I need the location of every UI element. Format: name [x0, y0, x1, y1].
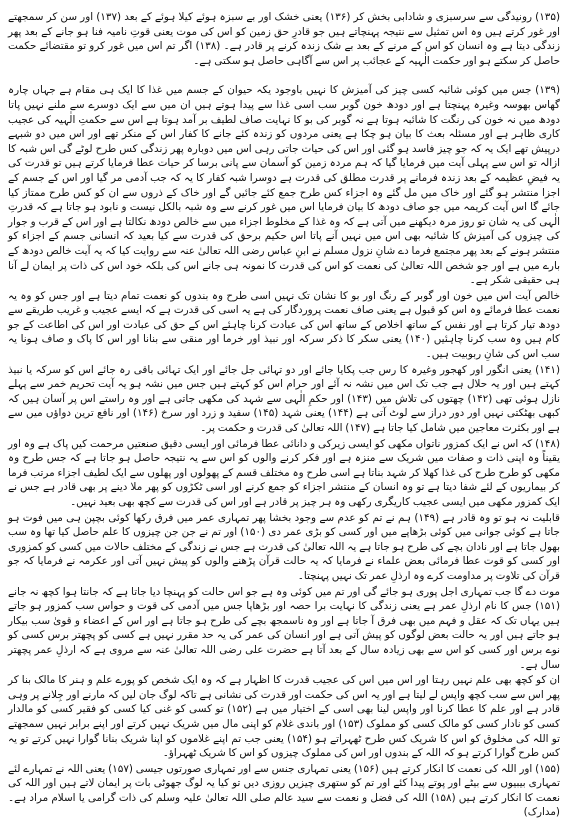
- commentary-paragraph-8: ان کو کچھ بھی علم نہیں رہتا اور اس میں اس کی عجیب قدرت کا اظہار ہے کہ وہ ایک شخص کو پورے علم و ہنر کا مالک بنا کر پھر اس سے سب کچھ واپس لے لیتا ہے اور یہ اس کی حکمت اور قدرت کی نشانی ہے تاکہ لوگ جان لیں کہ مارنے اور جِلانے پر وہی قادر ہے اور علم کا عطا کرنا اور واپس لینا بھی اسی کے اختیار میں ہے (۱۵۲) تو کسی کو غنی کیا کسی کو فقیر کسی کو مالدار کسی کو نادار کسی کو مالک کسی کو مملوک (۱۵۳) اور باندی غلام کو اپنی مال میں شریک نہیں کرتے اور اپنے برابر نہیں سمجھتے تو اللہ کی مخلوق کو اس کا شریک کس طرح ٹھہراتے ہو (۱۵۴) یعنی جب تم اپنے غلاموں کو اپنا شریک بنانا گوارا نہیں کرتے تو یہ کس طرح گوارا کرتے ہو کہ اللہ کے بندوں اور اس کی مملوک چیزوں کو اس کا شریک ٹھہراؤ۔: [8, 674, 561, 760]
- commentary-paragraph-9: (۱۵۵) اور اللہ کی نعمت کا انکار کرتے ہیں (۱۵۶) یعنی تمہاری جنس سے اور تمہاری صورتوں جیسی (۱۵۷) یعنی اللہ نے تمہارے لئے تمہاری بیبیوں سے بیٹے اور پوتے پیدا کئے اور تم کو ستھری چیزیں روزی دیں تو کیا یہ لوگ جھوٹی بات پر ایمان لاتے ہیں اور اللہ کی نعمت کا انکار کرتے ہیں (۱۵۸) اللہ کی فضل و نعمت سے سید عالم صلی اللہ تعالیٰ علیہ وسلم کی ذات گرامی یا اسلام مراد ہے۔ (مدارک): [8, 762, 560, 819]
- commentary-paragraph-4: (۱۴۱) یعنی انگور اور کھجور وغیرہ کا رس جب پکایا جائے اور دو تہائی جل جائے اور ایک تہائی باقی رہ جائے اس کو سرکہ یا نبیذ کہتے ہیں اور یہ حلال ہے جب تک اس میں نشہ نہ آئے اور حرام اس کو کہتے ہیں جس میں نشہ ہو یہ آیت تحریم خمر سے پہلے نازل ہوئی تھی (۱۴۲) چھتوں کی تلاش میں (۱۴۳) اور حکمِ الٰہی سے شہد کی مکھی جاتی ہے اور وہ راستے اس پر آسان ہیں کہ کبھی بھٹکتی نہیں اور دور دراز سے لوٹ آتی ہے (۱۴۴) یعنی شہد (۱۴۵) سفید و زرد اور سرخ (۱۴۶) اور نافع ترین دواؤں میں سے ہے اور بکثرت معاجین میں شامل کیا جاتا ہے (۱۴۷) اللہ تعالیٰ کی قدرت و حکمت پر۔: [8, 363, 560, 435]
- commentary-paragraph-2: (۱۳۹) جس میں کوئی شائبہ کسی چیز کی آمیزش کا نہیں باوجود یکہ حیوان کے جسم میں غذا کا ایک ہی مقام ہے جہاں چارہ گھاس بھوسہ وغیرہ پہنچتا ہے اور دودھ خون گوبر سب اسی غذا سے پیدا ہوتے ہیں ان میں سے ایک دوسرے سے ملنے نہیں پاتا دودھ میں نہ خون کی رنگت کا شائبہ ہوتا ہے نہ گوبر کی بو کا نہایت صاف لطیف بر آمد ہوتا ہے اس سے حکمتِ الٰہیہ کی عجیب کاری ظاہر ہے اور مسئلہ بعث کا بیان ہو چکا ہے یعنی مردوں کو زندہ کئے جانے کا کفار اس کے منکر تھے اور اس میں دو شبہے درپیش تھے ایک یہ کہ جو چیز فاسد ہو گئی اور اس کی حیات جاتی رہی اس میں دوبارہ پھر زندگی کس طرح لوٹے گی اس شبہ کا ازالہ تو اس سے پہلی آیت میں فرمایا گیا کہ ہم مردہ زمین کو آسمان سے پانی برسا کر حیات عطا فرمایا کرتے ہیں تو قدرت کی یہ فیضِ عظیمہ کے بعد زندہ فرمانے پر قدرت مطلق کی قدرت ہے دوسرا شبہ کفار کا یہ کہ جب آدمی مر گیا اور اس کے جسم کے اجزا منتشر ہو گئے اور خاک میں مل گئے وہ اجزاء کس طرح جمع کئے جائیں گے اور خاک کے ذروں سے ان کو کس طرح ممتاز کیا جائے گا اس آیت کریمہ میں جو صاف دودھ کا بیان فرمایا اس میں غور کرنے سے وہ شبہ بالکل نیست و نابود ہو جاتا ہے کہ قدرتِ الٰہی کی یہ شان تو روز مرہ دیکھنے میں آتی ہے کہ وہ غذا کے مخلوط اجزاء میں سے خالص دودھ نکالتا ہے اور اس کے قرب و جوار کی چیزوں کی آمیزش کا شائبہ بھی اس میں نہیں آنے پاتا اس حکیم برحق کی قدرت سے کیا بعید کہ انسانی جسم کے اجزاء کو منتشر ہونے کے بعد پھر مجتمع فرما دے شانِ نزول مسلم نے ابنِ عباس رضی اللہ تعالیٰ عنہ سے روایت کیا کہ یہ آیت خالص دودھ کے بارے میں ہے اور جو شخص اللہ تعالیٰ کی نعمت کو اس کی قدرت کا نمونہ ہی جانے اس کی بلکہ خود اس کی ذات پر ایمان لے آنا ہی حقیقی شکر ہے۔: [8, 84, 560, 287]
- commentary-paragraph-3: خالص آیت اس میں خون اور گوبر کے رنگ اور بو کا نشان تک نہیں اسی طرح وہ بندوں کو نعمت تمام دیتا ہے اور جس کو وہ یہ نعمت عطا فرمائے وہ اس کو قبول ہے یعنی صاف نعمت پروردگار کی ہے یہ اسی کی قدرت ہے کہ ایسے عجیب و غریب طریقے سے دودھ تیار کرتا ہے اور نفس کے ساتھ اخلاص کے ساتھ اس کی عبادت کرنا چاہئے اس کے حق کی عبادت اور اس کی اطاعت کے جو کام ہیں وہ سب کرنا چاہئیں (۱۴۰) یعنی سکر کا ذکر سرکہ اور نبیذ اور خرما اور منقی سے بنانا اور اس کا پاک و صاف ہونا یہ سب اس کی شانِ ربوبیت ہیں۔: [8, 289, 561, 361]
- commentary-paragraph-5: (۱۴۸) کہ اس نے ایک کمزور ناتواں مکھی کو ایسی زیرکی و دانائی عطا فرمائی اور ایسی دقیق صنعتیں مرحمت کیں پاک ہے وہ اور یقیناً وہ اپنی ذات و صفات میں شریک سے منزہ ہے اور فکر کرنے والوں کو اس سے یہ نتیجہ حاصل ہو جاتا ہے کہ جس طرح وہ مکھی کو طرح طرح کی غذا کھلا کر شہد بناتا ہے اسی طرح وہ مختلف قسم کے پھولوں اور پھلوں سے ایک لطیف اجزاء مرتب فرما کر بیماریوں کے لئے شفا دیتا ہے تو وہ انسان کے منتشر اجزاء کو جمع کرنے اور اسی ٹکڑوں کو پھر ملا دینے پر بھی قادر ہے جس نے ایک کمزور مکھی میں ایسی عجیب کاریگری رکھی وہ ہر چیز پر قادر ہے اور اس کی قدرت سے کچھ بھی بعید نہیں۔: [8, 437, 560, 508]
- commentary-paragraph-6: قابلیت نہ ہو تو وہ قادر ہے (۱۴۹) ہم نے تم کو عدم سے وجود بخشا پھر تمہاری عمر میں فرق رکھا کوئی بچپن ہی میں فوت ہو جاتا ہے کوئی جوانی میں کوئی بڑھاپے میں اور کسی کو بڑی عمر دی (۱۵۰) اور تم نے جن جن چیزوں کا علم حاصل کیا تھا وہ سب بھول جاتا ہے اور نادان بچے کی طرح ہو جاتا ہے یہ اللہ تعالیٰ کی قدرت ہے جس نے زندگی کے مختلف حالات میں کسی کو کمزوری اور کسی کو قوت عطا فرمائی بعض علماء نے فرمایا کہ یہ حالت قرآن پڑھنے والوں کو پیش نہیں آتی اور عکرمہ نے فرمایا کہ جو قرآن کی تلاوت پر مداومت کرے وہ ارذلِ عمر تک نہیں پہنچتا۔: [8, 511, 560, 582]
- paragraph-gap: [8, 74, 560, 75]
- commentary-paragraph-1: (۱۳۵) رونیدگی سے سرسبزی و شادابی بخش کر (۱۳۶) یعنی خشک اور بے سبزہ ہوئے کیلا ہوئے کے بعد (۱۳۷) اور سن کر سمجھتے اور غور کرتے ہیں وہ اس تمثیل سے نتیجہ پہنچاتے ہیں جو قادرِ حق زمین کو اس کی موت یعنی قوتِ نامیہ فنا ہو جانے کے بعد پھر زندگی دیتا ہے وہ انسان کو اس کے مرنے کے بعد بے شک زندہ کرنے پر قادر ہے۔ (۱۳۸) اگر تم اس میں غور کرو تو مقتضائے حکمت حاصل کر سکتے ہو اور حکمت الٰہیہ کے عجائب پر اس سے آگاہی حاصل ہو سکتی ہے۔: [8, 11, 560, 67]
- commentary-paragraph-7: موت دے گا جب تمہاری اجل پوری ہو جائے گی اور تم میں کوئی وہ ہے جو اس حالت کو پہنچا دیا جاتا ہے کہ جانتا ہوا کچھ نہ جانے (۱۵۱) جس کا نام ارذلِ عمر ہے یعنی زندگی کا نہایت برا حصہ اور بڑھاپا جس میں آدمی کی قوت و حواس سب کمزور ہو جاتے ہیں یہاں تک کہ عقل و فہم میں بھی فرق آ جاتا ہے اور وہ ناسمجھ بچے کی طرح ہو جاتا ہے اور اس کے اعضاء و قویٰ سب بیکار ہو جاتے ہیں اور یہ حالت بعض لوگوں کو پیش آتی ہے اور انسان کی عمر کی یہ حد مقرر نہیں ہے کسی کو پچھتر برس کسی کو نوے برس اور کسی کو اس سے بھی زیادہ سال کے بعد آتا ہے حضرت علی رضی اللہ تعالیٰ عنہ سے مروی ہے کہ ارذلِ عمر پچھتر سال ہے۔: [8, 585, 560, 671]
